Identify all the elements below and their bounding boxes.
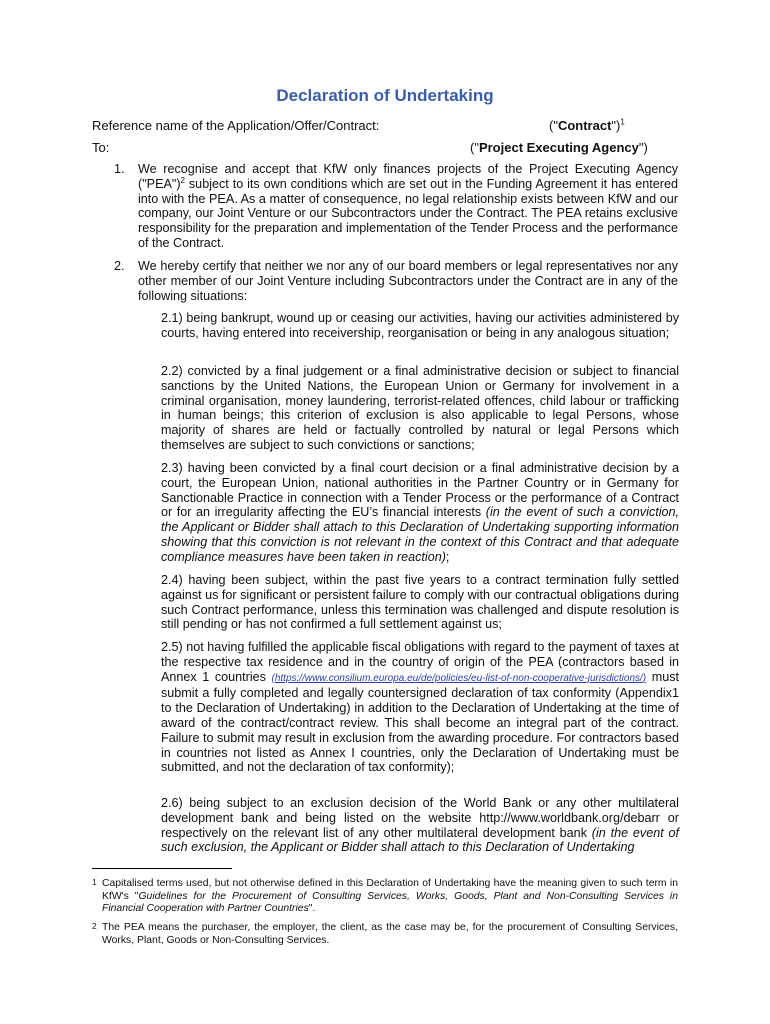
clause-2-6: 2.6) being subject to an exclusion decision of the World Bank or any other multilateral development bank and being listed on the website http://www.worldbank.org/debarr or respectively on the relevant list of any other multilateral development bank (in the event of such exclusion, the Applicant or Bidder shall attach to this Declaration of Undertaking (161, 796, 679, 855)
clause-2-2: 2.2) convicted by a final judgement or a final administrative decision or subject to financial sanctions by the United Nations, the European Union or Germany for involvement in a criminal organisation, money laundering, terrorist-related offences, child labour or trafficking in human beings; this criterion of exclusion is also applicable to legal Persons, whose majority of shares are held or factually controlled by natural or legal Persons which themselves are subject to such convictions or sanctions; (161, 364, 679, 452)
list-item: 1. We recognise and accept that KfW only finances projects of the Project Executing Agency ("PEA")$^2$ subject to its own conditions which are set out in the Funding Agreement it has entered into with the PEA. As a matter of consequence, no legal relationship exists between KfW and our company, our Joint Venture or our Subcontractors under the Contract. The PEA retains exclusive responsibility for the preparation and implementation of the Tender Process and the performance of the Contract. (114, 162, 678, 250)
pea-label: ("Project Executing Agency") (470, 140, 648, 155)
contract-label: ("Contract")$^1$ (549, 117, 625, 133)
list-item: 2. We hereby certify that neither we nor any of our board members or legal representatives nor any other member of our Joint Venture including Subcontractors under the Contract are in any of the following situations: (114, 259, 678, 303)
page-title: Declaration of Undertaking (276, 86, 494, 105)
clause-2-5: 2.5) not having fulfilled the applicable fiscal obligations with regard to the payment of taxes at the respective tax residence and in the country of origin of the PEA (contractors based in Annex 1 countries (https://www.consilium.europa.eu/de/policies/eu-list-of-non-cooperative-jurisdictions/) must submit a fully completed and legally countersigned declaration of tax conformity (Appendix1 to the Declaration of Undertaking) in addition to the Declaration of Undertaking at the time of award of the contract/contract review. This shall become an integral part of the contract. Failure to submit may result in exclusion from the awarding procedure. For contractors based in countries not listed as Annex I countries, only the Declaration of Undertaking must be submitted, and not the declaration of tax conformity); (161, 640, 679, 775)
footnote: 1 Capitalised terms used, but not otherwise defined in this Declaration of Undertaking have the meaning given to such term in KfW's "Guidelines for the Procurement of Consulting Services, Works, Goods, Plant and Non-Consulting Services in Financial Cooperation with Partner Countries". (92, 877, 679, 915)
footnote: 2 The PEA means the purchaser, the employer, the client, as the case may be, for the procurement of Consulting Services, Works, Plant, Goods or Non-Consulting Services. (92, 921, 678, 946)
clause-2-1: 2.1) being bankrupt, wound up or ceasing our activities, having our activities administered by courts, having entered into receivership, reorganisation or being in any analogous situation; (161, 311, 679, 340)
clause-2-4: 2.4) having been subject, within the past five years to a contract termination fully settled against us for significant or persistent failure to comply with our contractual obligations during such Contract performance, unless this termination was challenged and dispute resolution is still pending or has not confirmed a full settlement against us; (161, 573, 680, 632)
to-label: To: (92, 140, 110, 155)
reference-label: Reference name of the Application/Offer/Contract: (92, 118, 380, 133)
clause-2-3: 2.3) having been convicted by a final court decision or a final administrative decision by a court, the European Union, national authorities in the Partner Country or in Germany for Sanctionable Practice in connection with a Tender Process or the performance of a Contract or for an irregularity affecting the EU’s financial interests (in the event of such a conviction, the Applicant or Bidder shall attach to this Declaration of Undertaking supporting information showing that this conviction is not relevant in the context of this Contract and that adequate compliance measures have been taken in reaction); (161, 461, 680, 564)
eu-list-link[interactable]: (https://www.consilium.europa.eu/de/policies/eu-list-of-non-cooperative-jurisdictions/) (271, 672, 647, 684)
footnote-divider (92, 868, 232, 869)
